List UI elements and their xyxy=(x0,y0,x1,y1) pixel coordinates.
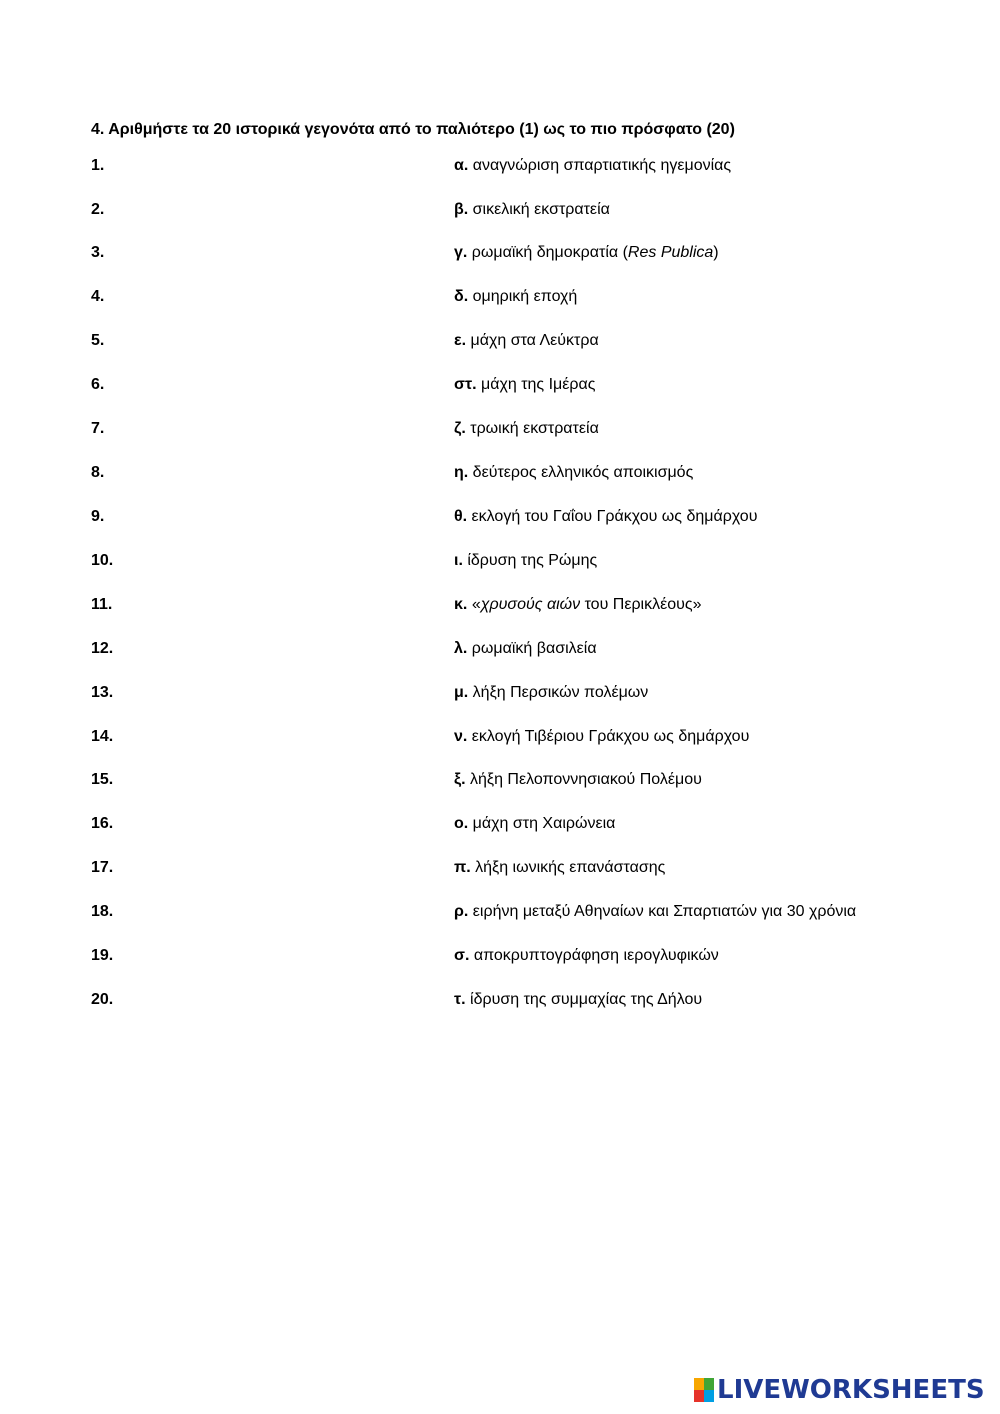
event-text: λήξη ιωνικής επανάστασης xyxy=(470,859,666,876)
event-text: ίδρυση της συμμαχίας της Δήλου xyxy=(465,991,703,1008)
event-letter: ι. xyxy=(454,552,463,569)
logo-square-3 xyxy=(694,1390,704,1402)
logo-square-2 xyxy=(704,1378,714,1390)
answer-number: 6. xyxy=(91,376,105,393)
list-item xyxy=(0,330,1000,352)
answer-number: 15. xyxy=(91,771,114,788)
event-letter: η. xyxy=(454,464,469,481)
event-text: λήξη Πελοποννησιακού Πολέμου xyxy=(465,771,702,788)
answer-number: 13. xyxy=(91,684,114,701)
event-text: λήξη Περσικών πολέμων xyxy=(468,684,649,701)
list-item xyxy=(0,506,1000,528)
event-text: αναγνώριση σπαρτιατικής ηγεμονίας xyxy=(468,157,732,174)
event-text-after: του Περικλέους» xyxy=(580,596,702,613)
event-item xyxy=(454,242,719,264)
list-item xyxy=(0,726,1000,748)
event-letter: κ. xyxy=(454,596,468,613)
event-text: ειρήνη μεταξύ Αθηναίων και Σπαρτιατών για 30 χρόνια xyxy=(468,903,857,920)
event-item xyxy=(454,594,702,616)
event-item xyxy=(454,550,597,572)
event-item xyxy=(454,901,856,923)
list-item xyxy=(0,901,1000,923)
event-item xyxy=(454,945,719,967)
list-item xyxy=(0,374,1000,396)
event-item xyxy=(454,682,648,704)
event-letter: ζ. xyxy=(454,420,466,437)
list-item xyxy=(0,813,1000,835)
event-text-italic: Res Publica xyxy=(627,244,714,261)
event-letter: σ. xyxy=(454,947,470,964)
event-letter: τ. xyxy=(454,991,466,1008)
event-letter: ε. xyxy=(454,332,467,349)
event-text: εκλογή του Γαΐου Γράκχου ως δημάρχου xyxy=(467,508,758,525)
event-text: τρωική εκστρατεία xyxy=(465,420,599,437)
event-text: εκλογή Τιβέριου Γράκχου ως δημάρχου xyxy=(467,728,750,745)
answer-number: 9. xyxy=(91,508,105,525)
answer-number: 3. xyxy=(91,244,105,261)
event-text: μάχη στη Χαιρώνεια xyxy=(468,815,616,832)
event-item xyxy=(454,813,615,835)
list-item xyxy=(0,989,1000,1011)
list-item xyxy=(0,682,1000,704)
event-text: αποκρυπτογράφηση ιερογλυφικών xyxy=(469,947,719,964)
event-item xyxy=(454,857,665,879)
event-item xyxy=(454,462,693,484)
answer-number: 12. xyxy=(91,640,114,657)
answer-number: 5. xyxy=(91,332,105,349)
answer-number: 14. xyxy=(91,728,114,745)
list-item xyxy=(0,638,1000,660)
answer-number: 19. xyxy=(91,947,114,964)
event-letter: μ. xyxy=(454,684,469,701)
event-text: ρωμαϊκή δημοκρατία ( xyxy=(467,244,628,261)
answer-number: 8. xyxy=(91,464,105,481)
list-item xyxy=(0,462,1000,484)
answer-number: 4. xyxy=(91,288,105,305)
answer-number: 10. xyxy=(91,552,114,569)
event-text-after: ) xyxy=(713,244,719,261)
event-item xyxy=(454,286,577,308)
list-item xyxy=(0,286,1000,308)
answer-number: 7. xyxy=(91,420,105,437)
logo-badge-icon xyxy=(694,1378,714,1402)
event-letter: β. xyxy=(454,201,469,218)
event-text-italic: χρυσούς αιών xyxy=(480,596,581,613)
event-letter: στ. xyxy=(454,376,477,393)
event-item xyxy=(454,330,599,352)
event-text: ομηρική εποχή xyxy=(468,288,578,305)
event-letter: π. xyxy=(454,859,471,876)
event-text: σικελική εκστρατεία xyxy=(468,201,610,218)
liveworksheets-logo[interactable] xyxy=(694,1377,985,1403)
event-letter: ξ. xyxy=(454,771,466,788)
answer-number: 11. xyxy=(91,596,113,613)
worksheet-title: 4. Αριθμήστε τα 20 ιστορικά γεγονότα από το παλιότερο (1) ως το πιο πρόσφατο (20) xyxy=(91,121,735,138)
event-letter: ν. xyxy=(454,728,468,745)
list-item xyxy=(0,242,1000,264)
list-item xyxy=(0,418,1000,440)
event-item xyxy=(454,726,749,748)
event-letter: δ. xyxy=(454,288,469,305)
event-text: μάχη στα Λεύκτρα xyxy=(466,332,599,349)
event-text: μάχη της Ιμέρας xyxy=(476,376,596,393)
event-item xyxy=(454,506,757,528)
event-letter: ρ. xyxy=(454,903,469,920)
event-text: « xyxy=(467,596,481,613)
list-item xyxy=(0,155,1000,177)
answer-number: 2. xyxy=(91,201,105,218)
event-text: δεύτερος ελληνικός αποικισμός xyxy=(468,464,694,481)
event-item xyxy=(454,199,610,221)
answer-number: 18. xyxy=(91,903,114,920)
logo-text: LIVEWORKSHEETS xyxy=(717,1375,985,1405)
logo-square-4 xyxy=(704,1390,714,1402)
list-item xyxy=(0,769,1000,791)
answer-number: 16. xyxy=(91,815,114,832)
list-item xyxy=(0,594,1000,616)
event-letter: λ. xyxy=(454,640,468,657)
answer-number: 17. xyxy=(91,859,114,876)
event-letter: θ. xyxy=(454,508,468,525)
event-item xyxy=(454,374,595,396)
list-item xyxy=(0,945,1000,967)
event-letter: γ. xyxy=(454,244,468,261)
answer-number: 20. xyxy=(91,991,114,1008)
list-item xyxy=(0,199,1000,221)
event-letter: ο. xyxy=(454,815,469,832)
list-item xyxy=(0,550,1000,572)
event-item xyxy=(454,989,702,1011)
logo-square-1 xyxy=(694,1378,704,1390)
event-item xyxy=(454,769,702,791)
event-text: ίδρυση της Ρώμης xyxy=(462,552,598,569)
event-item xyxy=(454,155,731,177)
answer-number: 1. xyxy=(91,157,105,174)
event-item xyxy=(454,418,599,440)
event-letter: α. xyxy=(454,157,469,174)
list-item xyxy=(0,857,1000,879)
event-item xyxy=(454,638,597,660)
event-text: ρωμαϊκή βασιλεία xyxy=(467,640,597,657)
